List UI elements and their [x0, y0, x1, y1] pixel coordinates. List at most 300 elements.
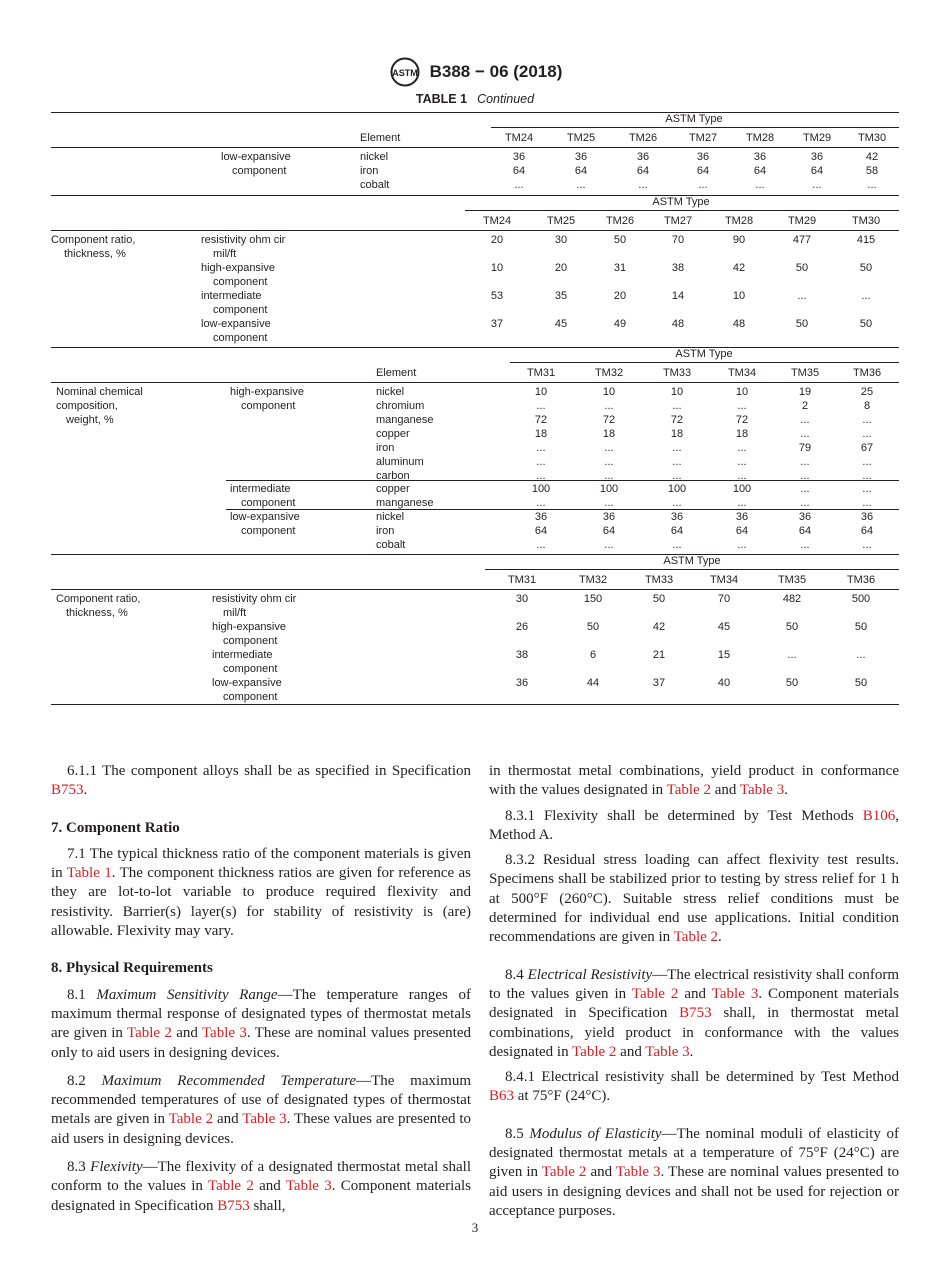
table-value: 50 [785, 621, 799, 633]
text-run: —The nominal moduli of elasticity of designated thermostat metals at a temperature of 75°F (24°C) are given in [489, 1125, 900, 1181]
element-name: carbon [376, 470, 410, 482]
element-name: iron [376, 442, 395, 454]
component-label: component [241, 497, 296, 509]
text-run: 8.2 [67, 1072, 102, 1089]
table-rule [51, 554, 899, 555]
table-value: 10 [735, 386, 749, 398]
table-value: 36 [696, 151, 710, 163]
type-column-header: TM35 [777, 574, 807, 586]
element-name: chromium [376, 400, 425, 412]
type-column-header: TM31 [526, 367, 556, 379]
table-value: 50 [854, 677, 868, 689]
table-value: 36 [860, 511, 874, 523]
type-column-header: TM26 [628, 132, 658, 144]
row-label: component [213, 276, 268, 288]
table-value: ... [867, 179, 877, 191]
row-label: intermediate [212, 649, 273, 661]
table-value: 15 [717, 649, 731, 661]
reference-link[interactable]: Table 3 [645, 1043, 690, 1060]
table-value: ... [536, 456, 546, 468]
table-rule [510, 362, 899, 363]
table-value: 18 [670, 428, 684, 440]
table-value: ... [604, 400, 614, 412]
table-value: 100 [599, 483, 619, 495]
type-column-header: TM33 [662, 367, 692, 379]
type-column-header: TM34 [709, 574, 739, 586]
element-name: cobalt [376, 539, 406, 551]
table-value: 37 [490, 318, 504, 330]
text-run: 8.3 [67, 1159, 91, 1176]
row-label: resistivity ohm cir [212, 593, 297, 605]
row-label: component [213, 304, 268, 316]
table-value: 64 [735, 525, 749, 537]
element-name: nickel [376, 511, 405, 523]
table-value: 90 [732, 234, 746, 246]
table-value: 36 [735, 511, 749, 523]
text-run: 8.3.2 Residual stress loading can affect flexivity test results. Specimens shall be stabilized prior to testing by stress relief for 1 h at 500°F (260°C). Suitable stress relief conditions must be determined for individual end use applications. Initial condition recommendations are given in [489, 852, 899, 946]
table-rule [465, 210, 899, 211]
table-value: 18 [735, 428, 749, 440]
table-value: 8 [863, 400, 871, 412]
astm-type-header: ASTM Type [675, 348, 733, 360]
para-8-3-1 [489, 807, 899, 846]
table-value: 44 [586, 677, 600, 689]
element-name: copper [376, 428, 410, 440]
section-8-heading: 8. Physical Requirements [51, 960, 213, 977]
table-value: ... [862, 539, 872, 551]
table-value: 48 [671, 318, 685, 330]
type-column-header: TM28 [724, 215, 754, 227]
table-value: ... [797, 290, 807, 302]
text-run: 8.4 [505, 966, 528, 983]
row-label: component [213, 332, 268, 344]
text-run: . Component materials designated in Specification [489, 985, 899, 1022]
table-value: ... [737, 442, 747, 454]
table-value: 50 [652, 593, 666, 605]
component-label: component [241, 400, 296, 412]
table-value: ... [604, 497, 614, 509]
table-value: 21 [652, 649, 666, 661]
text-run: . These are nominal values presented only to aid users in designing devices. [51, 1025, 471, 1061]
table-value: 30 [554, 234, 568, 246]
table-value: 45 [717, 621, 731, 633]
text-run: . [718, 929, 722, 946]
table-value: 36 [602, 511, 616, 523]
element-name: iron [360, 165, 379, 177]
table-value: 72 [670, 414, 684, 426]
row-label: low-expansive [201, 318, 271, 330]
table-value: ... [800, 470, 810, 482]
table-value: 482 [782, 593, 802, 605]
table-value: 64 [798, 525, 812, 537]
table-value: 50 [859, 262, 873, 274]
element-name: manganese [376, 414, 434, 426]
table-value: 36 [753, 151, 767, 163]
table-value: 64 [696, 165, 710, 177]
table-value: 50 [586, 621, 600, 633]
astm-type-header: ASTM Type [652, 196, 710, 208]
reference-link[interactable]: Table 3 [201, 1025, 247, 1042]
table-value: ... [536, 470, 546, 482]
table-value: 50 [795, 262, 809, 274]
type-column-header: TM27 [688, 132, 718, 144]
type-column-header: TM35 [790, 367, 820, 379]
table-value: 70 [671, 234, 685, 246]
table-value: ... [672, 400, 682, 412]
table-section-3 [51, 347, 899, 552]
type-column-header: TM34 [727, 367, 757, 379]
table-value: 53 [490, 290, 504, 302]
element-name: manganese [376, 497, 434, 509]
component-label: intermediate [230, 483, 291, 495]
row-label: mil/ft [223, 607, 247, 619]
table-value: 50 [854, 621, 868, 633]
table-value: 2 [801, 400, 809, 412]
element-name: cobalt [360, 179, 390, 191]
type-column-header: TM36 [846, 574, 876, 586]
reference-link[interactable]: B63 [489, 1088, 515, 1105]
type-column-header: TM33 [644, 574, 674, 586]
run-heading: Maximum Recommended Temperature [101, 1072, 357, 1089]
table-rule [485, 569, 899, 570]
table-caption-continued: Continued [477, 92, 535, 106]
table-value: 6 [589, 649, 597, 661]
table-value: 50 [785, 677, 799, 689]
table-rule [51, 347, 899, 348]
table-value: 42 [865, 151, 879, 163]
table-value: 64 [810, 165, 824, 177]
table-value: 36 [515, 677, 529, 689]
text-run: 6.1.1 The component alloys shall be as specified in Specification [67, 763, 471, 779]
type-column-header: TM30 [857, 132, 887, 144]
text-run: at 75°F (24°C). [514, 1088, 611, 1105]
page-number: 3 [471, 1220, 479, 1235]
text-run: . Component materials designated in Specification [51, 1178, 471, 1214]
row-label: resistivity ohm cir [201, 234, 286, 246]
table-value: 36 [670, 511, 684, 523]
table-value: ... [737, 497, 747, 509]
table-value: 35 [554, 290, 568, 302]
reference-link[interactable]: Table 2 [168, 1111, 214, 1128]
table-value: ... [755, 179, 765, 191]
text-run: —The electrical resistivity shall conform to the values given in [489, 966, 899, 1002]
row-label: low-expansive [212, 677, 282, 689]
table-value: ... [737, 470, 747, 482]
reference-link[interactable]: Table 1 [66, 865, 112, 882]
table-value: ... [862, 470, 872, 482]
table-value: 30 [515, 593, 529, 605]
table-value: ... [576, 179, 586, 191]
type-column-header: TM31 [507, 574, 537, 586]
text-run: 8.5 [505, 1125, 530, 1142]
group-label: Nominal chemical [56, 386, 143, 398]
table-value: 36 [810, 151, 824, 163]
reference-link[interactable]: Table 2 [631, 985, 679, 1002]
table-value: 50 [795, 318, 809, 330]
table-caption [0, 92, 950, 106]
table-value: 64 [512, 165, 526, 177]
text-run: . [83, 782, 88, 799]
reference-link[interactable]: Table 3 [285, 1178, 332, 1195]
table-value: ... [812, 179, 822, 191]
group-label: Component ratio, [56, 593, 141, 605]
type-column-header: TM29 [787, 215, 817, 227]
table-value: ... [862, 414, 872, 426]
type-column-header: TM29 [802, 132, 832, 144]
type-column-header: TM25 [566, 132, 596, 144]
table-value: 10 [490, 262, 504, 274]
type-column-header: TM32 [578, 574, 608, 586]
text-run: —The temperature ranges of maximum thermal response of designated types of thermostat metals are given in [51, 986, 471, 1042]
table-value: 19 [798, 386, 812, 398]
text-run: . These are nominal values presented to aid users in designing devices and shall not be used for rejection or acceptance purposes. [489, 1164, 899, 1219]
text-run: and [213, 1111, 243, 1128]
table-value: ... [698, 179, 708, 191]
table-value: 67 [860, 442, 874, 454]
type-column-header: TM30 [851, 215, 881, 227]
reference-link[interactable]: Table 3 [242, 1111, 287, 1128]
astm-logo-icon [388, 57, 422, 87]
run-heading: Flexivity [90, 1159, 143, 1176]
reference-link[interactable]: B753 [51, 782, 84, 799]
table-caption-label: TABLE 1 [415, 92, 468, 106]
reference-link[interactable]: B753 [217, 1197, 250, 1214]
table-value: 50 [859, 318, 873, 330]
table-value: 64 [860, 525, 874, 537]
table-value: ... [604, 470, 614, 482]
para-6-1-1 [51, 762, 471, 801]
table-value: 64 [574, 165, 588, 177]
table-value: ... [737, 539, 747, 551]
table-rule [51, 147, 899, 148]
table-value: 25 [860, 386, 874, 398]
table-value: ... [787, 649, 797, 661]
para-7-1 [51, 845, 471, 941]
table-value: 64 [753, 165, 767, 177]
table-value: ... [800, 428, 810, 440]
group-label: thickness, % [66, 607, 128, 619]
table-value: 50 [613, 234, 627, 246]
type-column-header: TM25 [546, 215, 576, 227]
table-value: 40 [717, 677, 731, 689]
table-value: 500 [851, 593, 871, 605]
text-run: and [678, 985, 712, 1002]
text-run: and [253, 1178, 286, 1195]
table-value: ... [672, 539, 682, 551]
right-column [489, 762, 899, 1230]
table-value: 14 [671, 290, 685, 302]
type-column-header: TM24 [482, 215, 512, 227]
logo-text: ASTM [391, 68, 418, 78]
table-value: ... [672, 456, 682, 468]
astm-type-header: ASTM Type [663, 555, 721, 567]
table-value: ... [800, 456, 810, 468]
element-header: Element [360, 132, 401, 144]
table-rule [51, 704, 899, 705]
type-column-header: TM36 [852, 367, 882, 379]
reference-link[interactable]: Table 2 [572, 1043, 617, 1060]
group-label: weight, % [66, 414, 114, 426]
element-header: Element [376, 367, 417, 379]
table-value: 20 [613, 290, 627, 302]
text-run: and [171, 1025, 202, 1042]
astm-type-header: ASTM Type [665, 113, 723, 125]
table-value: ... [862, 497, 872, 509]
table-rule [491, 127, 899, 128]
reference-link[interactable]: Table 3 [615, 1164, 661, 1181]
table-rule [51, 589, 899, 590]
row-label: intermediate [201, 290, 262, 302]
document-designation: B388 − 06 (2018) [429, 62, 563, 81]
table-value: 64 [602, 525, 616, 537]
table-rule [51, 112, 899, 113]
table-value: 10 [732, 290, 746, 302]
para-8-2 [51, 1072, 471, 1149]
table-value: ... [800, 414, 810, 426]
run-heading: Modulus of Elasticity [529, 1125, 662, 1142]
para-8-1 [51, 986, 471, 1063]
table-value: ... [514, 179, 524, 191]
table-value: 38 [671, 262, 685, 274]
para-8-3 [51, 1158, 471, 1216]
table-value: ... [536, 539, 546, 551]
text-run: 8.1 [67, 986, 97, 1003]
table-value: ... [536, 442, 546, 454]
reference-link[interactable]: Table 2 [126, 1025, 172, 1042]
table-value: ... [638, 179, 648, 191]
table-value: 10 [534, 386, 548, 398]
type-column-header: TM32 [594, 367, 624, 379]
text-run: shall, [249, 1197, 286, 1214]
left-column [51, 762, 471, 1225]
table-value: 49 [613, 318, 627, 330]
table-value: ... [800, 539, 810, 551]
element-name: nickel [360, 151, 389, 163]
table-value: ... [862, 456, 872, 468]
table-section-4 [51, 554, 899, 706]
table-value: 72 [735, 414, 749, 426]
table-value: ... [862, 483, 872, 495]
element-name: aluminum [376, 456, 424, 468]
para-8-3-2 [489, 851, 899, 947]
table-value: ... [861, 290, 871, 302]
type-column-header: TM24 [504, 132, 534, 144]
para-8-4-1 [489, 1068, 899, 1107]
text-run: , Method A. [489, 807, 899, 843]
text-run: and [586, 1164, 616, 1181]
reference-link[interactable]: Table 2 [673, 929, 719, 946]
row-label: high-expansive [212, 621, 286, 633]
table-rule [226, 480, 899, 481]
table-value: 64 [670, 525, 684, 537]
row-label: component [223, 635, 278, 647]
component-label: low-expansive [230, 511, 300, 523]
component-label: low-expansive [221, 151, 291, 163]
text-run: —The flexivity of a designated thermostat metal shall conform to the values in [51, 1159, 471, 1195]
text-run: . [784, 782, 788, 799]
reference-link[interactable]: Table 2 [666, 782, 711, 799]
table-value: 150 [583, 593, 603, 605]
table-value: 38 [515, 649, 529, 661]
text-run: . These values are presented to aid users in designing devices. [51, 1111, 472, 1147]
table-value: ... [672, 442, 682, 454]
text-run: 8.4.1 Electrical resistivity shall be determined by Test Method [505, 1069, 899, 1086]
type-column-header: TM26 [605, 215, 635, 227]
group-label: thickness, % [64, 248, 126, 260]
table-value: 64 [534, 525, 548, 537]
table-value: 36 [534, 511, 548, 523]
table-value: ... [856, 649, 866, 661]
group-label: composition, [56, 400, 118, 412]
component-label: component [241, 525, 296, 537]
text-run: and [710, 782, 740, 799]
table-value: 36 [636, 151, 650, 163]
group-label: Component ratio, [51, 234, 136, 246]
table-value: 42 [732, 262, 746, 274]
para-8-4 [489, 966, 899, 1062]
row-label: high-expansive [201, 262, 275, 274]
table-value: 20 [490, 234, 504, 246]
table-value: 20 [554, 262, 568, 274]
table-value: ... [800, 483, 810, 495]
table-value: 64 [636, 165, 650, 177]
text-run: 8.3.1 Flexivity shall be determined by Test Methods [505, 807, 863, 824]
table-value: ... [604, 539, 614, 551]
table-value: ... [672, 470, 682, 482]
table-rule [51, 230, 899, 231]
table-value: ... [536, 400, 546, 412]
table-value: ... [672, 497, 682, 509]
table-value: 48 [732, 318, 746, 330]
table-value: 100 [667, 483, 687, 495]
reference-link[interactable]: Table 2 [541, 1164, 587, 1181]
reference-link[interactable]: Table 2 [207, 1178, 254, 1195]
table-value: 37 [652, 677, 666, 689]
table-section-1 [51, 112, 899, 192]
reference-link[interactable]: Table 3 [711, 985, 759, 1002]
table-value: ... [800, 497, 810, 509]
para-8-5 [489, 1125, 899, 1221]
table-value: ... [536, 497, 546, 509]
table-value: 26 [515, 621, 529, 633]
table-value: 36 [512, 151, 526, 163]
component-label: high-expansive [230, 386, 304, 398]
table-value: 45 [554, 318, 568, 330]
table-value: 72 [602, 414, 616, 426]
reference-link[interactable]: B753 [679, 1005, 712, 1022]
table-value: 72 [534, 414, 548, 426]
para-8-3-cont [489, 762, 899, 801]
section-7-heading: 7. Component Ratio [51, 819, 180, 836]
element-name: nickel [376, 386, 405, 398]
text-run: —The maximum recommended temperatures of use of designated types of thermostat metals are given in [51, 1072, 471, 1128]
type-column-header: TM28 [745, 132, 775, 144]
table-value: 10 [670, 386, 684, 398]
table-rule [51, 382, 899, 383]
table-value: ... [604, 442, 614, 454]
reference-link[interactable]: B106 [862, 807, 896, 824]
component-label: component [232, 165, 287, 177]
table-rule [51, 195, 899, 196]
table-value: 36 [574, 151, 588, 163]
row-label: component [223, 663, 278, 675]
type-column-header: TM27 [663, 215, 693, 227]
table-value: 18 [534, 428, 548, 440]
table-value: 100 [732, 483, 752, 495]
text-run: . The component thickness ratios are given for reference as they are lot-to-lot variable to produce required flexivity and resistivity. Barrier(s) layer(s) for stability of resistivity is (are) allowable. Flexivity may vary. [51, 865, 471, 940]
run-heading: Maximum Sensitivity Range [96, 986, 278, 1003]
reference-link[interactable]: Table 3 [739, 782, 785, 799]
